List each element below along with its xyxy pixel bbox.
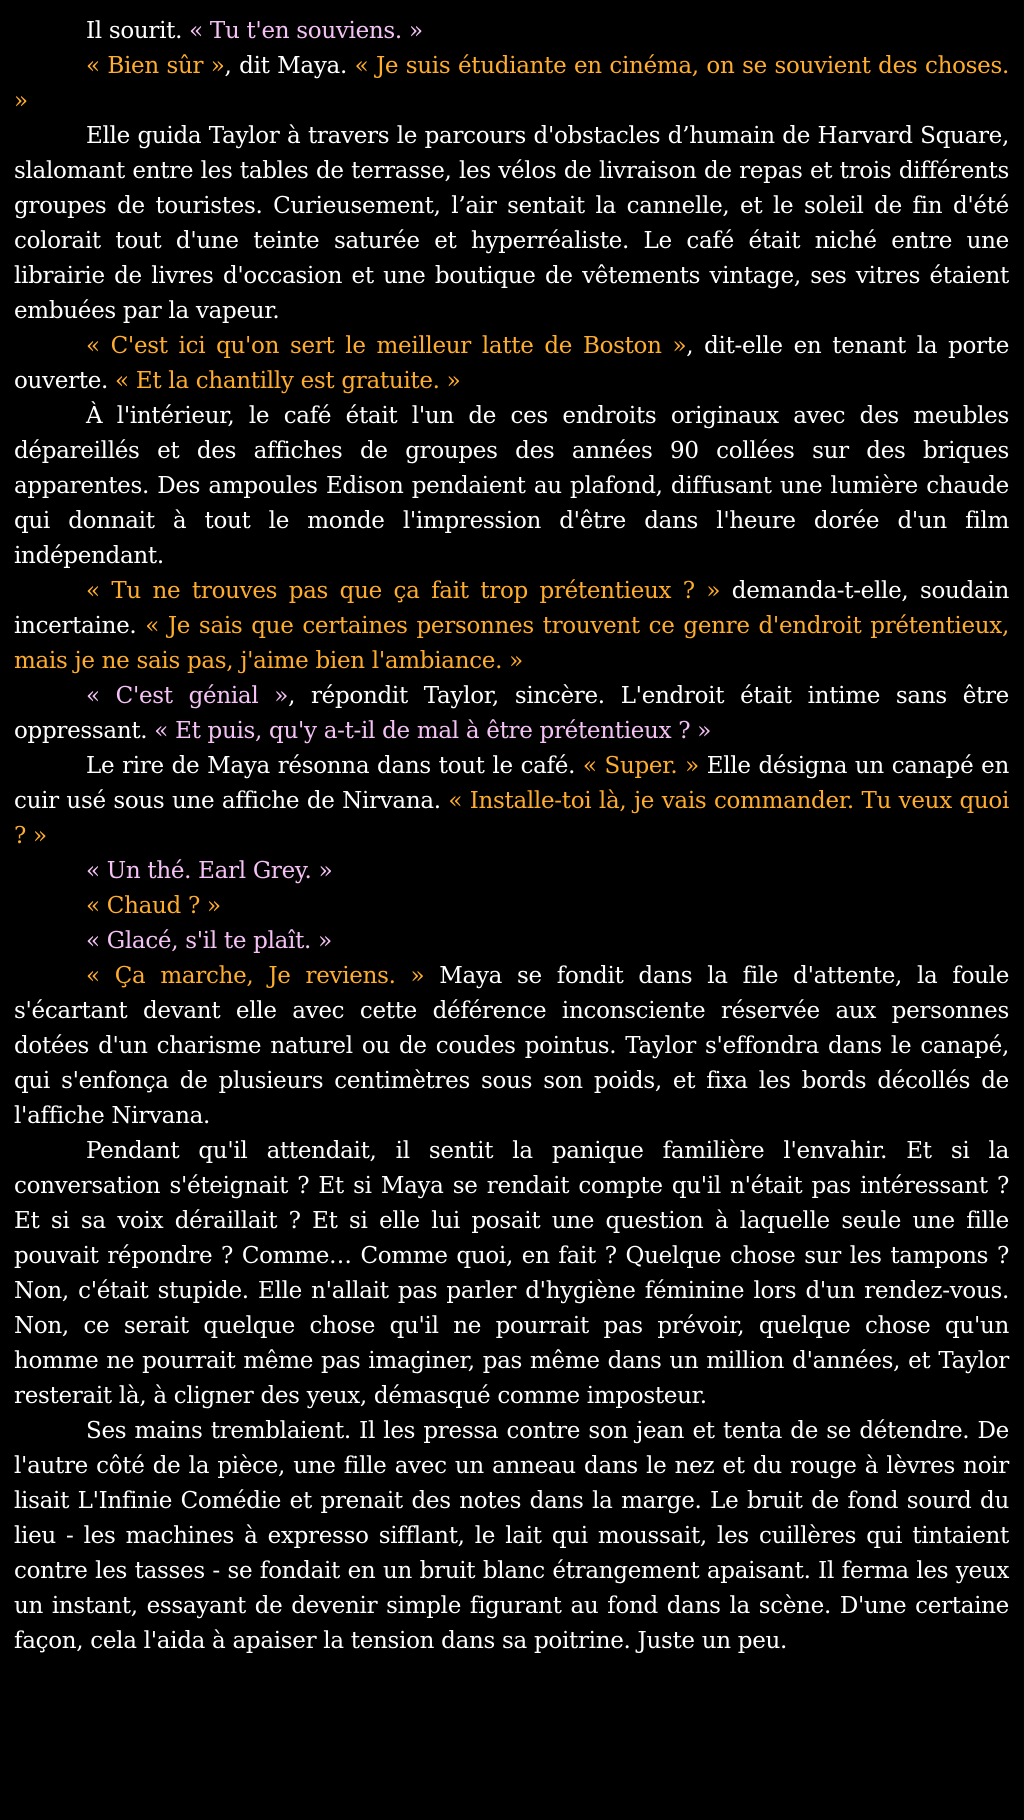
maya-dialogue: « Installe-toi là, je vais commander. Tu veux quoi ? »	[14, 788, 1009, 849]
story-paragraph	[14, 14, 1009, 49]
story-paragraph	[14, 924, 1009, 959]
narration-text: Il sourit.	[86, 18, 190, 44]
story-paragraph	[14, 1134, 1009, 1414]
story-paragraph	[14, 854, 1009, 889]
story-paragraph	[14, 49, 1009, 119]
narration-text: , dit Maya.	[224, 53, 355, 79]
story-paragraph	[14, 574, 1009, 679]
story-paragraph	[14, 889, 1009, 924]
maya-dialogue: « Chaud ? »	[86, 893, 221, 919]
taylor-dialogue: « Un thé. Earl Grey. »	[86, 858, 333, 884]
story-paragraph	[14, 1414, 1009, 1659]
story-paragraph	[14, 749, 1009, 854]
maya-dialogue: « Tu ne trouves pas que ça fait trop prétentieux ? »	[86, 578, 721, 604]
story-paragraph	[14, 329, 1009, 399]
narration-text: , dit-elle en tenant la porte ouverte.	[14, 333, 1009, 394]
narration-text: , répondit Taylor, sincère. L'endroit était intime sans être oppressant.	[14, 683, 1009, 744]
narration-text: À l'intérieur, le café était l'un de ces endroits originaux avec des meubles dépareillés et des affiches de groupes des années 90 collées sur des briques apparentes. Des ampoules Edison pendaient au plafond, diffusant une lumière chaude qui donnait à tout le monde l'impression d'être dans l'heure dorée d'un film indépendant.	[14, 403, 1009, 569]
story-paragraph	[14, 679, 1009, 749]
maya-dialogue: « Ça marche, Je reviens. »	[86, 963, 425, 989]
maya-dialogue: « Je suis étudiante en cinéma, on se souvient des choses. »	[14, 53, 1009, 114]
taylor-dialogue: « Glacé, s'il te plaît. »	[86, 928, 332, 954]
narration-text: Pendant qu'il attendait, il sentit la panique familière l'envahir. Et si la conversation s'éteignait ? Et si Maya se rendait compte qu'il n'était pas intéressant ? Et si sa voix déraillait ? Et si elle lui posait une question à laquelle seule une fille pouvait répondre ? Comme… Comme quoi, en fait ? Quelque chose sur les tampons ? Non, c'était stupide. Elle n'allait pas parler d'hygiène féminine lors d'un rendez-vous. Non, ce serait quelque chose qu'il ne pourrait pas prévoir, quelque chose qu'un homme ne pourrait même pas imaginer, pas même dans un million d'années, et Taylor resterait là, à cligner des yeux, démasqué comme imposteur.	[14, 1138, 1009, 1409]
maya-dialogue: « C'est ici qu'on sert le meilleur latte de Boston »	[86, 333, 687, 359]
story-paragraph	[14, 119, 1009, 329]
narration-text: Maya se fondit dans la file d'attente, la foule s'écartant devant elle avec cette déférence inconsciente réservée aux personnes dotées d'un charisme naturel ou de coudes pointus. Taylor s'effondra dans le canapé, qui s'enfonça de plusieurs centimètres sous son poids, et fixa les bords décollés de l'affiche Nirvana.	[14, 963, 1010, 1129]
narration-text: Le rire de Maya résonna dans tout le café.	[86, 753, 583, 779]
taylor-dialogue: « C'est génial »	[86, 683, 289, 709]
narration-text: Ses mains tremblaient. Il les pressa contre son jean et tenta de se détendre. De l'autre côté de la pièce, une fille avec un anneau dans le nez et du rouge à lèvres noir lisait L'Infinie Comédie et prenait des notes dans la marge. Le bruit de fond sourd du lieu - les machines à expresso sifflant, le lait qui moussait, les cuillères qui tintaient contre les tasses - se fondait en un bruit blanc étrangement apaisant. Il ferma les yeux un instant, essayant de devenir simple figurant au fond dans la scène. D'une certaine façon, cela l'aida à apaiser la tension dans sa poitrine. Juste un peu.	[14, 1418, 1009, 1654]
maya-dialogue: « Bien sûr »	[86, 53, 225, 79]
taylor-dialogue: « Et puis, qu'y a-t-il de mal à être prétentieux ? »	[154, 718, 712, 744]
narration-text: demanda-t-elle, soudain incertaine.	[14, 578, 1009, 639]
story-text	[14, 14, 1009, 1659]
story-paragraph	[14, 959, 1009, 1134]
story-paragraph	[14, 399, 1009, 574]
taylor-dialogue: « Tu t'en souviens. »	[189, 18, 423, 44]
maya-dialogue: « Et la chantilly est gratuite. »	[115, 368, 461, 394]
narration-text: Elle désigna un canapé en cuir usé sous une affiche de Nirvana.	[14, 753, 1009, 814]
narration-text: Elle guida Taylor à travers le parcours d'obstacles d’humain de Harvard Square, slalomant entre les tables de terrasse, les vélos de livraison de repas et trois différents groupes de touristes. Curieusement, l’air sentait la cannelle, et le soleil de fin d'été colorait tout d'une teinte saturée et hyperréaliste. Le café était niché entre une librairie de livres d'occasion et une boutique de vêtements vintage, ses vitres étaient embuées par la vapeur.	[14, 123, 1009, 324]
maya-dialogue: « Super. »	[582, 753, 699, 779]
maya-dialogue: « Je sais que certaines personnes trouvent ce genre d'endroit prétentieux, mais je ne sais pas, j'aime bien l'ambiance. »	[14, 613, 1009, 674]
